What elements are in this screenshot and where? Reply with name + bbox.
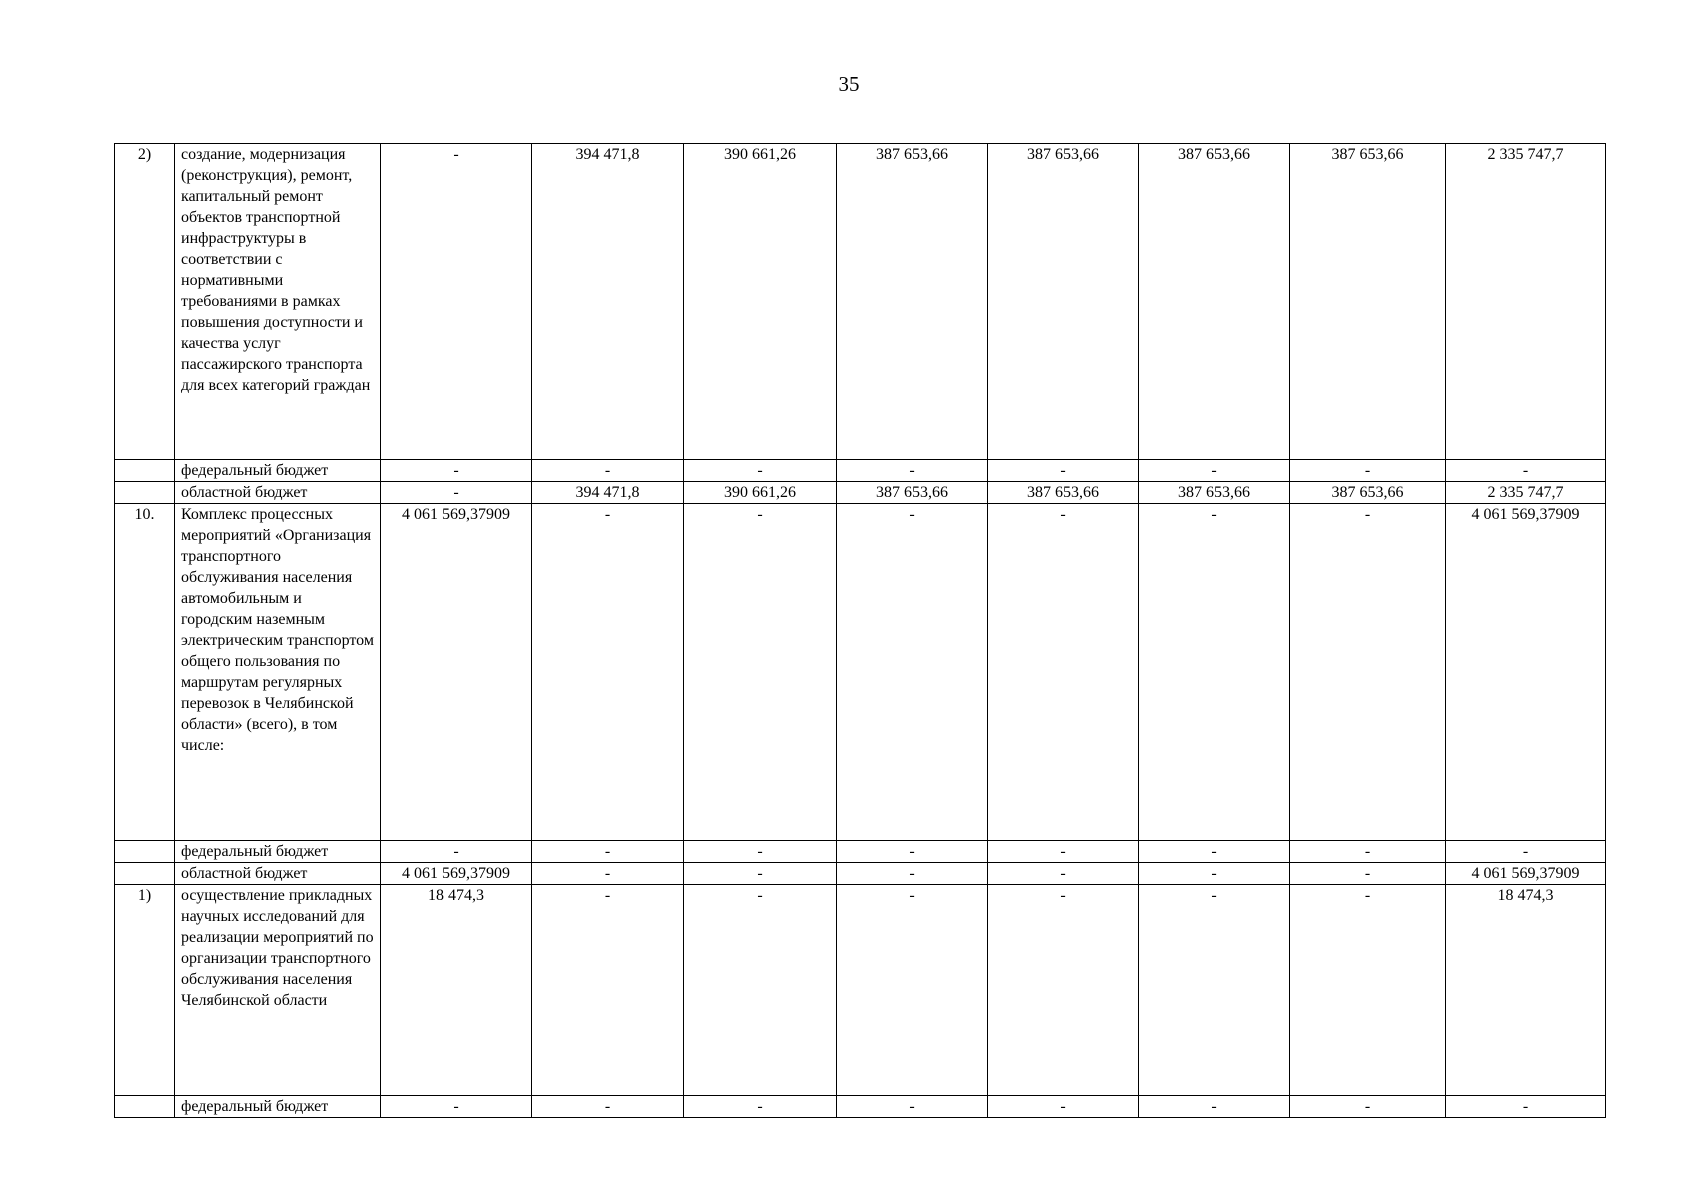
value-cell: -: [837, 504, 988, 841]
table-row: [115, 482, 1606, 504]
value-cell: -: [532, 885, 684, 1096]
value-cell: -: [381, 460, 532, 482]
table-row: [115, 863, 1606, 885]
value-cell: 390 661,26: [684, 144, 837, 460]
table-row: [115, 1096, 1606, 1118]
value-cell: 4 061 569,37909: [381, 863, 532, 885]
row-name: областной бюджет: [175, 482, 381, 504]
table-row: [115, 885, 1606, 1096]
value-cell: 4 061 569,37909: [1446, 504, 1606, 841]
value-cell: 387 653,66: [837, 144, 988, 460]
value-cell: -: [381, 841, 532, 863]
value-cell: -: [988, 841, 1139, 863]
value-cell: -: [532, 1096, 684, 1118]
row-number: 10.: [115, 504, 175, 841]
value-cell: -: [532, 460, 684, 482]
value-cell: -: [1446, 460, 1606, 482]
value-cell: -: [532, 863, 684, 885]
value-cell: 18 474,3: [381, 885, 532, 1096]
value-cell: 394 471,8: [532, 482, 684, 504]
table-row: [115, 504, 1606, 841]
table-row: [115, 460, 1606, 482]
budget-table-body: [115, 144, 1606, 1118]
page-number: 35: [838, 72, 860, 96]
value-cell: -: [1446, 1096, 1606, 1118]
value-cell: 4 061 569,37909: [1446, 863, 1606, 885]
value-cell: -: [381, 1096, 532, 1118]
row-number: [115, 482, 175, 504]
row-number: 2): [115, 144, 175, 460]
value-cell: -: [1139, 841, 1290, 863]
value-cell: -: [1139, 460, 1290, 482]
value-cell: -: [837, 1096, 988, 1118]
value-cell: 390 661,26: [684, 482, 837, 504]
table-row: [115, 144, 1606, 460]
row-name: федеральный бюджет: [175, 460, 381, 482]
value-cell: 387 653,66: [1139, 482, 1290, 504]
row-name: осуществление прикладных научных исследований для реализации мероприятий по организации транспортного обслуживания населения Челябинской области: [175, 885, 381, 1096]
value-cell: -: [1290, 841, 1446, 863]
value-cell: -: [1290, 504, 1446, 841]
value-cell: 2 335 747,7: [1446, 144, 1606, 460]
row-name: областной бюджет: [175, 863, 381, 885]
value-cell: -: [1139, 885, 1290, 1096]
value-cell: 387 653,66: [1290, 482, 1446, 504]
value-cell: 387 653,66: [988, 144, 1139, 460]
value-cell: -: [1290, 460, 1446, 482]
value-cell: -: [988, 504, 1139, 841]
value-cell: -: [684, 885, 837, 1096]
value-cell: -: [1290, 863, 1446, 885]
value-cell: -: [988, 1096, 1139, 1118]
budget-table: [114, 143, 1606, 1118]
value-cell: 387 653,66: [1139, 144, 1290, 460]
value-cell: -: [1139, 863, 1290, 885]
value-cell: -: [1290, 885, 1446, 1096]
value-cell: 2 335 747,7: [1446, 482, 1606, 504]
value-cell: -: [1139, 1096, 1290, 1118]
value-cell: -: [684, 1096, 837, 1118]
row-number: 1): [115, 885, 175, 1096]
value-cell: -: [684, 460, 837, 482]
value-cell: -: [532, 841, 684, 863]
value-cell: 18 474,3: [1446, 885, 1606, 1096]
value-cell: -: [837, 863, 988, 885]
value-cell: -: [1139, 504, 1290, 841]
value-cell: -: [988, 460, 1139, 482]
row-name: федеральный бюджет: [175, 1096, 381, 1118]
value-cell: -: [684, 863, 837, 885]
row-name: федеральный бюджет: [175, 841, 381, 863]
row-number: [115, 841, 175, 863]
value-cell: -: [1446, 841, 1606, 863]
value-cell: 387 653,66: [1290, 144, 1446, 460]
value-cell: -: [381, 482, 532, 504]
value-cell: -: [684, 504, 837, 841]
value-cell: -: [837, 460, 988, 482]
row-name: создание, модернизация (реконструкция), ремонт, капитальный ремонт объектов транспортной инфраструктуры в соответствии с нормативными требованиями в рамках повышения доступности и качества услуг пассажирского транспорта для всех категорий граждан: [175, 144, 381, 460]
value-cell: 387 653,66: [837, 482, 988, 504]
value-cell: 387 653,66: [988, 482, 1139, 504]
value-cell: -: [988, 885, 1139, 1096]
value-cell: -: [1290, 1096, 1446, 1118]
value-cell: -: [684, 841, 837, 863]
table-row: [115, 841, 1606, 863]
value-cell: -: [837, 841, 988, 863]
row-number: [115, 1096, 175, 1118]
value-cell: 394 471,8: [532, 144, 684, 460]
value-cell: 4 061 569,37909: [381, 504, 532, 841]
value-cell: -: [988, 863, 1139, 885]
row-name: Комплекс процессных мероприятий «Организация транспортного обслуживания населения автомобильным и городским наземным электрическим транспортом общего пользования по маршрутам регулярных перевозок в Челябинской области» (всего), в том числе:: [175, 504, 381, 841]
row-number: [115, 863, 175, 885]
value-cell: -: [837, 885, 988, 1096]
value-cell: -: [381, 144, 532, 460]
value-cell: -: [532, 504, 684, 841]
row-number: [115, 460, 175, 482]
